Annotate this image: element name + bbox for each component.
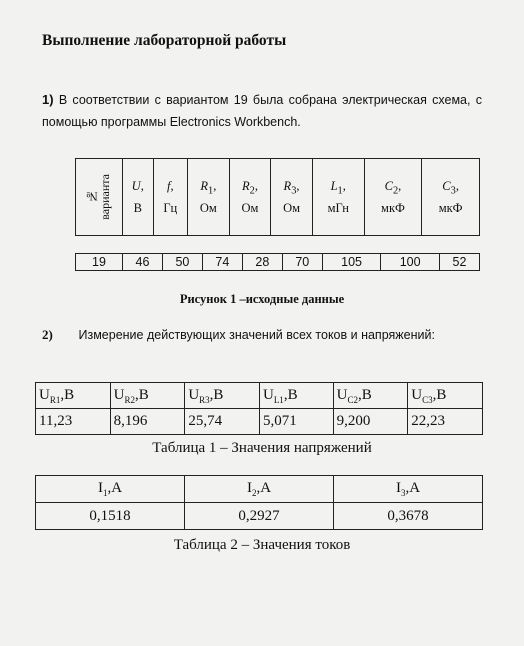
value-cell: 25,74	[185, 409, 260, 435]
table-header-row	[36, 383, 483, 409]
value-cell: 70	[282, 254, 322, 271]
table-row	[36, 503, 483, 530]
table2-caption: Таблица 2 – Значения токов	[173, 537, 351, 553]
value-cell: 28	[242, 254, 282, 271]
figure1-caption: Рисунок 1 –исходные данные	[179, 292, 345, 306]
param-header-cell: $R_3$, Ом	[271, 159, 313, 236]
header-cell: $U_{R2},В$	[110, 383, 185, 409]
voltage-table	[35, 382, 483, 435]
value-cell: 0,3678	[334, 503, 483, 530]
value-cell: 50	[162, 254, 202, 271]
item2-line	[42, 327, 435, 343]
value-cell: 46	[123, 254, 163, 271]
header-cell: $I_2,A$	[185, 476, 334, 503]
paragraph-text: В соответствии с вариантом 19 была собрана электрическая схема, с помощью программы Electronics Workbench.	[42, 93, 482, 129]
value-cell: 11,23	[36, 409, 111, 435]
value-cell: 0,1518	[36, 503, 185, 530]
value-cell: 105	[322, 254, 381, 271]
param-header-cell: $L_1$, мГн	[312, 159, 364, 236]
param-header-cell: $R_2$, Ом	[229, 159, 271, 236]
header-cell: $U_{L1},В$	[259, 383, 333, 409]
header-cell: $U_{R3},В$	[185, 383, 260, 409]
variant-header-sign: №	[85, 190, 99, 204]
figure1-header-table	[75, 158, 480, 236]
value-cell: 5,071	[259, 409, 333, 435]
value-cell: 52	[439, 254, 479, 271]
figure1-values-table	[75, 253, 480, 271]
value-cell: 0,2927	[185, 503, 334, 530]
page-heading: Выполнение лабораторной работы	[42, 32, 287, 49]
intro-paragraph	[42, 89, 482, 133]
param-header-cell: f, Гц	[153, 159, 188, 236]
value-cell: 22,23	[408, 409, 483, 435]
param-header-cell: $C_2$, мкФ	[364, 159, 422, 236]
item2-number: 2)	[42, 327, 53, 342]
paragraph-number: 1)	[42, 92, 54, 107]
header-cell: $I_1,A$	[36, 476, 185, 503]
header-cell: $I_3,A$	[334, 476, 483, 503]
table-header-row	[36, 476, 483, 503]
variant-header-word: варианта	[98, 174, 112, 220]
value-cell: 19	[76, 254, 123, 271]
table1-caption: Таблица 1 – Значения напряжений	[152, 440, 372, 456]
param-header-cell: $C_3$, мкФ	[422, 159, 480, 236]
param-header-cell: $R_1$, Ом	[188, 159, 230, 236]
param-header-cell: U, В	[123, 159, 154, 236]
variant-header-cell	[76, 159, 123, 236]
table-row	[36, 409, 483, 435]
header-cell: $U_{C3},В$	[408, 383, 483, 409]
item2-text: Измерение действующих значений всех токов и напряжений:	[78, 328, 435, 342]
header-cell: $U_{C2},В$	[333, 383, 408, 409]
value-cell: 74	[202, 254, 242, 271]
value-cell: 9,200	[333, 409, 408, 435]
current-table	[35, 475, 483, 530]
value-cell: 8,196	[110, 409, 185, 435]
value-cell: 100	[381, 254, 440, 271]
header-cell: $U_{R1},В$	[36, 383, 111, 409]
